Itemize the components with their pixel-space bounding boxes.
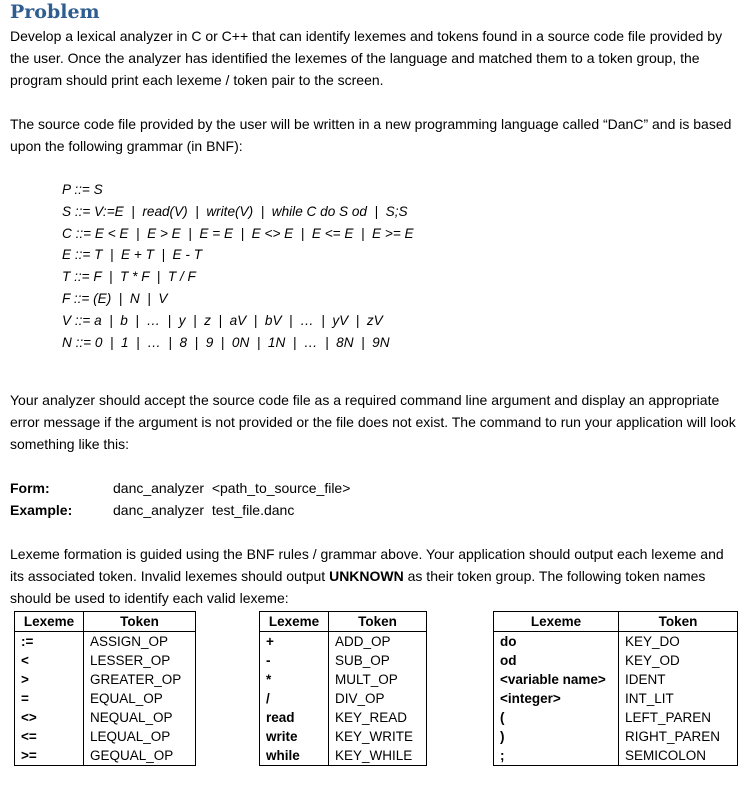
example-label: Example: xyxy=(10,502,73,518)
lexeme-cell: <variable name> xyxy=(494,670,619,689)
table-row xyxy=(260,689,427,708)
intro-paragraph: Develop a lexical analyzer in C or C++ that can identify lexemes and tokens found in a source code file provided by the user. Once the analyzer has identified the lexemes of the language and matched them to a token group, the program should print each lexeme / token pair to the screen. xyxy=(10,28,723,88)
lexeme-cell: > xyxy=(15,670,84,689)
lexeme-paragraph-text-end: as their token group. The following token names should be used to identify each valid lexeme: xyxy=(10,568,706,606)
table-row xyxy=(494,727,738,746)
lexeme-cell: read xyxy=(260,708,329,727)
table-row xyxy=(494,689,738,708)
lexeme-cell: write xyxy=(260,727,329,746)
unknown-keyword: UNKNOWN xyxy=(329,568,404,584)
grammar-rule: C ::= E < E | E > E | E = E | E <> E | E <= E | E >= E xyxy=(62,225,414,241)
token-cell: EQUAL_OP xyxy=(84,689,196,708)
lexeme-cell: / xyxy=(260,689,329,708)
lexeme-cell: <integer> xyxy=(494,689,619,708)
table-row xyxy=(15,651,196,670)
lexeme-cell: <= xyxy=(15,727,84,746)
grammar-intro-paragraph: The source code file provided by the user will be written in a new programming language called “DanC” and is based upon the following grammar (in BNF): xyxy=(10,116,732,154)
table-row xyxy=(494,670,738,689)
lexeme-cell: od xyxy=(494,651,619,670)
grammar-rule: P ::= S xyxy=(62,182,103,197)
token-cell: LEQUAL_OP xyxy=(84,727,196,746)
lexeme-paragraph-text: Lexeme formation is guided using the BNF rules / grammar above. Your application should output each lexeme and its associated token. Invalid lexemes should output xyxy=(10,546,724,584)
lexeme-cell: <> xyxy=(15,708,84,727)
token-header: Token xyxy=(329,612,427,632)
token-cell: LESSER_OP xyxy=(84,651,196,670)
table-row xyxy=(15,708,196,727)
token-cell: ADD_OP xyxy=(329,632,427,652)
cli-paragraph: Your analyzer should accept the source code file as a required command line argument and display an appropriate error message if the argument is not provided or the file does not exist. The command to run your application will look something like this: xyxy=(10,392,736,452)
token-cell: GEQUAL_OP xyxy=(84,746,196,766)
lexeme-cell: + xyxy=(260,632,329,652)
table-row xyxy=(15,746,196,766)
token-table-arith-keywords xyxy=(259,611,427,766)
table-row xyxy=(494,651,738,670)
table-row xyxy=(494,746,738,766)
grammar-rule: S ::= V:=E | read(V) | write(V) | while C do S od | S;S xyxy=(62,203,408,219)
lexeme-header: Lexeme xyxy=(494,612,619,632)
grammar-rule: T ::= F | T * F | T / F xyxy=(62,269,196,285)
grammar-rule: N ::= 0 | 1 | … | 8 | 9 | 0N | 1N | … | 8N | 9N xyxy=(62,334,390,350)
table-row xyxy=(494,708,738,727)
lexeme-cell: * xyxy=(260,670,329,689)
token-cell: KEY_READ xyxy=(329,708,427,727)
token-cell: LEFT_PAREN xyxy=(619,708,738,727)
lexeme-cell: ) xyxy=(494,727,619,746)
lexeme-cell: = xyxy=(15,689,84,708)
grammar-rule: F ::= (E) | N | V xyxy=(62,290,168,306)
token-cell: SUB_OP xyxy=(329,651,427,670)
table-row xyxy=(15,727,196,746)
token-cell: INT_LIT xyxy=(619,689,738,708)
lexeme-cell: >= xyxy=(15,746,84,766)
lexeme-header: Lexeme xyxy=(15,612,84,632)
token-header: Token xyxy=(84,612,196,632)
token-table-operators xyxy=(14,611,196,766)
token-cell: NEQUAL_OP xyxy=(84,708,196,727)
grammar-rule: E ::= T | E + T | E - T xyxy=(62,247,203,263)
lexeme-cell: < xyxy=(15,651,84,670)
token-cell: GREATER_OP xyxy=(84,670,196,689)
table-row xyxy=(15,670,196,689)
token-cell: KEY_OD xyxy=(619,651,738,670)
table-row xyxy=(260,727,427,746)
token-cell: KEY_WRITE xyxy=(329,727,427,746)
token-cell: DIV_OP xyxy=(329,689,427,708)
table-row xyxy=(15,689,196,708)
table-row xyxy=(260,746,427,766)
token-cell: RIGHT_PAREN xyxy=(619,727,738,746)
token-header: Token xyxy=(619,612,738,632)
form-value: danc_analyzer <path_to_source_file> xyxy=(113,480,351,496)
lexeme-cell: ; xyxy=(494,746,619,766)
lexeme-cell: while xyxy=(260,746,329,766)
table-row xyxy=(260,708,427,727)
table-row xyxy=(260,670,427,689)
form-label: Form: xyxy=(10,480,50,496)
token-cell: KEY_DO xyxy=(619,632,738,652)
token-table-misc xyxy=(493,611,738,766)
lexeme-header: Lexeme xyxy=(260,612,329,632)
table-row xyxy=(15,632,196,652)
example-value: danc_analyzer test_file.danc xyxy=(113,502,295,518)
token-cell: SEMICOLON xyxy=(619,746,738,766)
table-row xyxy=(260,632,427,652)
lexeme-cell: ( xyxy=(494,708,619,727)
token-cell: ASSIGN_OP xyxy=(84,632,196,652)
lexeme-cell: := xyxy=(15,632,84,652)
lexeme-paragraph xyxy=(10,543,738,609)
table-row xyxy=(494,632,738,652)
token-cell: IDENT xyxy=(619,670,738,689)
lexeme-cell: - xyxy=(260,651,329,670)
bnf-grammar xyxy=(62,179,414,353)
token-cell: MULT_OP xyxy=(329,670,427,689)
page-title: Problem xyxy=(10,1,100,23)
table-row xyxy=(260,651,427,670)
token-cell: KEY_WHILE xyxy=(329,746,427,766)
grammar-rule: V ::= a | b | … | y | z | aV | bV | … | yV | zV xyxy=(62,312,383,328)
lexeme-cell: do xyxy=(494,632,619,652)
